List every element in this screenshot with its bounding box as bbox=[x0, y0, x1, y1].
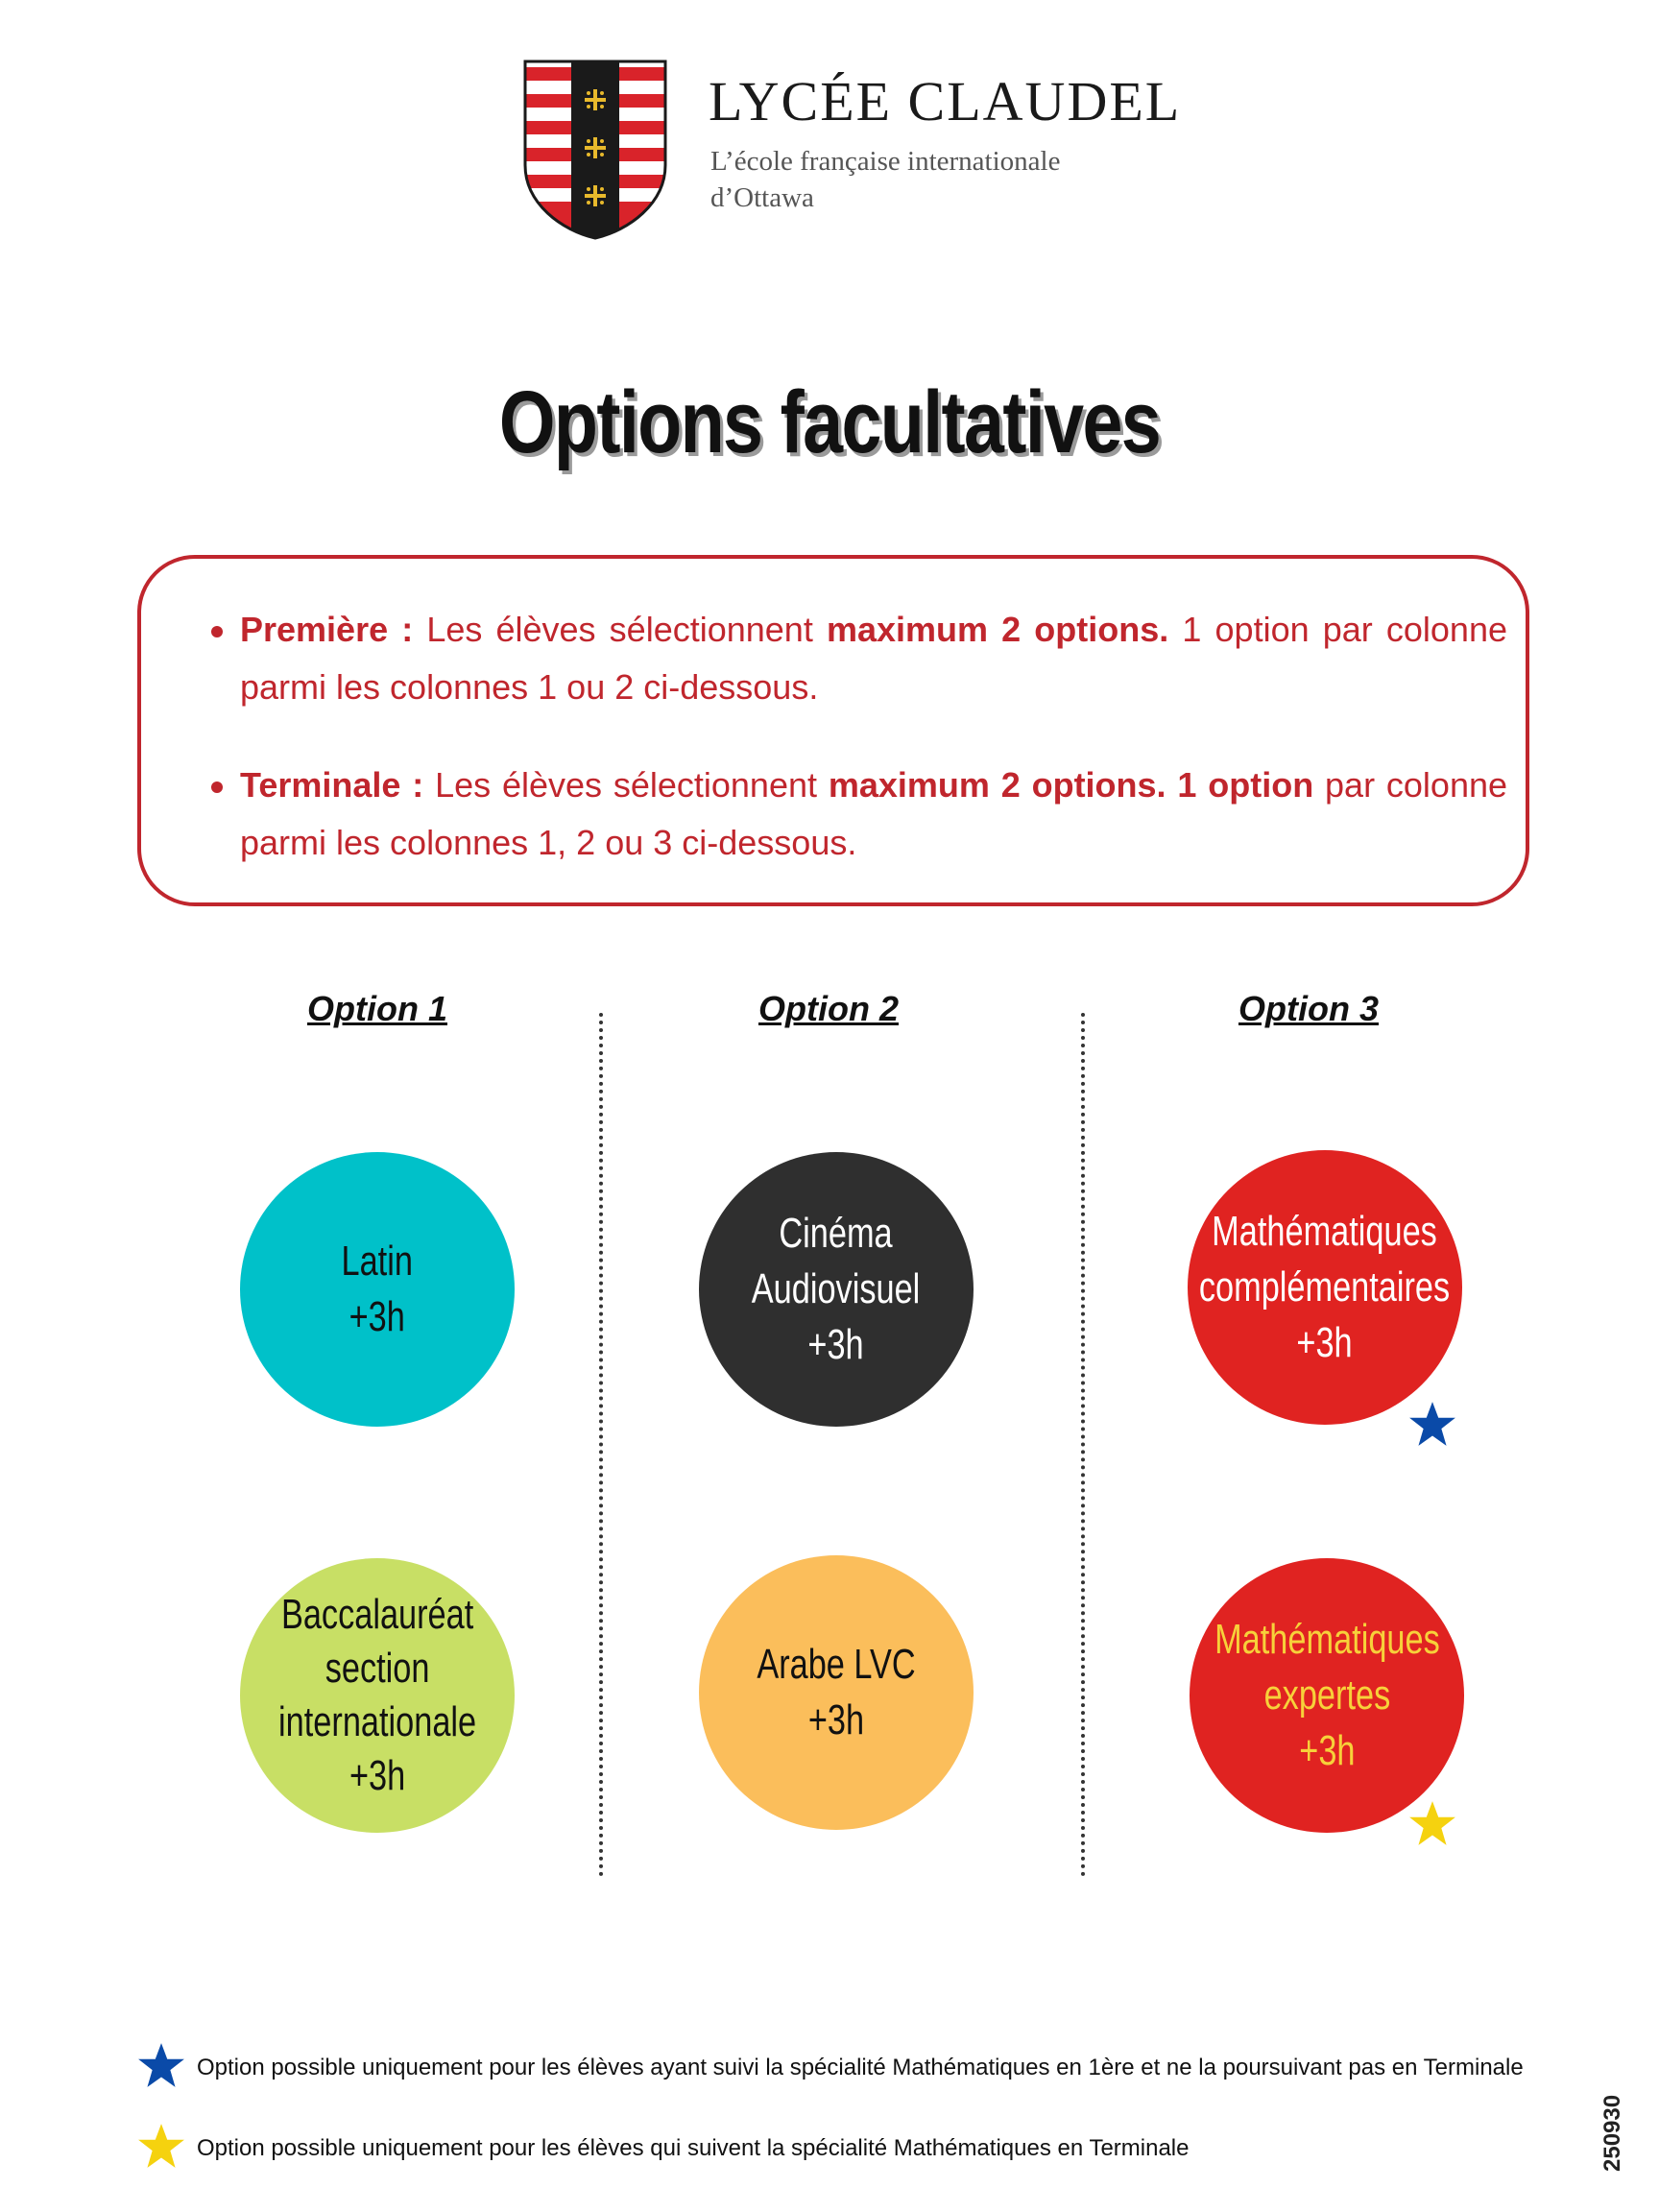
option-circle-maths-complementaires bbox=[1188, 1150, 1462, 1425]
school-subtitle-line2: d’Ottawa bbox=[710, 182, 814, 213]
option-hours: +3h bbox=[349, 1752, 406, 1799]
blue-star-icon bbox=[1407, 1400, 1457, 1450]
rule-text: Les élèves sélectionnent bbox=[413, 610, 827, 649]
option-label: Audiovisuel bbox=[752, 1265, 921, 1312]
rule-terminale bbox=[240, 757, 1507, 872]
rule-level-label: Première : bbox=[240, 610, 414, 649]
option-label: Latin bbox=[341, 1238, 414, 1285]
option-circle-latin bbox=[240, 1152, 515, 1427]
blue-star-icon bbox=[136, 2041, 186, 2091]
option-circle-bac-section-internationale bbox=[240, 1558, 515, 1833]
option-hours: +3h bbox=[807, 1321, 865, 1368]
school-crest-logo bbox=[523, 60, 667, 240]
rule-level-label: Terminale : bbox=[240, 765, 424, 805]
footnote-yellow-star: Option possible uniquement pour les élèves qui suivent la spécialité Mathématiques en Terminale bbox=[197, 2135, 1190, 2161]
option-circle-cinema-audiovisuel bbox=[699, 1152, 974, 1427]
option-hours: +3h bbox=[1298, 1727, 1356, 1774]
column-header-option-1: Option 1 bbox=[307, 989, 447, 1028]
document-code: 250930 bbox=[1599, 2094, 1625, 2172]
option-circle-maths-expertes bbox=[1190, 1558, 1464, 1833]
option-label: expertes bbox=[1263, 1671, 1390, 1719]
option-label: Cinéma bbox=[779, 1210, 894, 1257]
rule-text: 1 option par colonne parmi les colonnes 1 ou 2 ci-dessous. bbox=[240, 610, 1507, 707]
rule-text: Les élèves sélectionnent bbox=[423, 765, 829, 805]
option-hours: +3h bbox=[1296, 1319, 1354, 1366]
option-hours: +3h bbox=[807, 1696, 865, 1743]
rules-box bbox=[137, 555, 1529, 906]
column-divider bbox=[1081, 1013, 1085, 1877]
footnote-blue-star: Option possible uniquement pour les élèves ayant suivi la spécialité Mathématiques en 1ère et ne la poursuivant pas en Terminale bbox=[197, 2055, 1524, 2080]
option-label: Mathématiques bbox=[1214, 1616, 1440, 1663]
option-label: internationale bbox=[277, 1698, 477, 1745]
option-label: section bbox=[325, 1645, 430, 1692]
option-hours: +3h bbox=[349, 1293, 406, 1340]
option-label: complémentaires bbox=[1199, 1263, 1451, 1310]
school-subtitle-line1: L’école française internationale bbox=[710, 146, 1061, 177]
column-header-option-2: Option 2 bbox=[758, 989, 899, 1028]
page-title: Options facultatives bbox=[498, 373, 1161, 471]
school-name: LYCÉE CLAUDEL bbox=[709, 70, 1182, 132]
yellow-star-icon bbox=[1407, 1799, 1457, 1849]
rule-premiere bbox=[240, 601, 1507, 716]
rule-emphasis: maximum 2 options. bbox=[826, 610, 1169, 649]
option-label: Baccalauréat bbox=[280, 1591, 474, 1638]
column-divider bbox=[599, 1013, 603, 1877]
option-label: Mathématiques bbox=[1212, 1208, 1438, 1255]
option-circle-arabe-lvc bbox=[699, 1555, 974, 1830]
rule-emphasis: maximum 2 options. 1 option bbox=[828, 765, 1314, 805]
column-header-option-3: Option 3 bbox=[1238, 989, 1379, 1028]
option-label: Arabe LVC bbox=[757, 1641, 916, 1688]
rule-text: par colonne parmi les colonnes 1, 2 ou 3 ci-dessous. bbox=[240, 765, 1508, 862]
yellow-star-icon bbox=[136, 2122, 186, 2172]
